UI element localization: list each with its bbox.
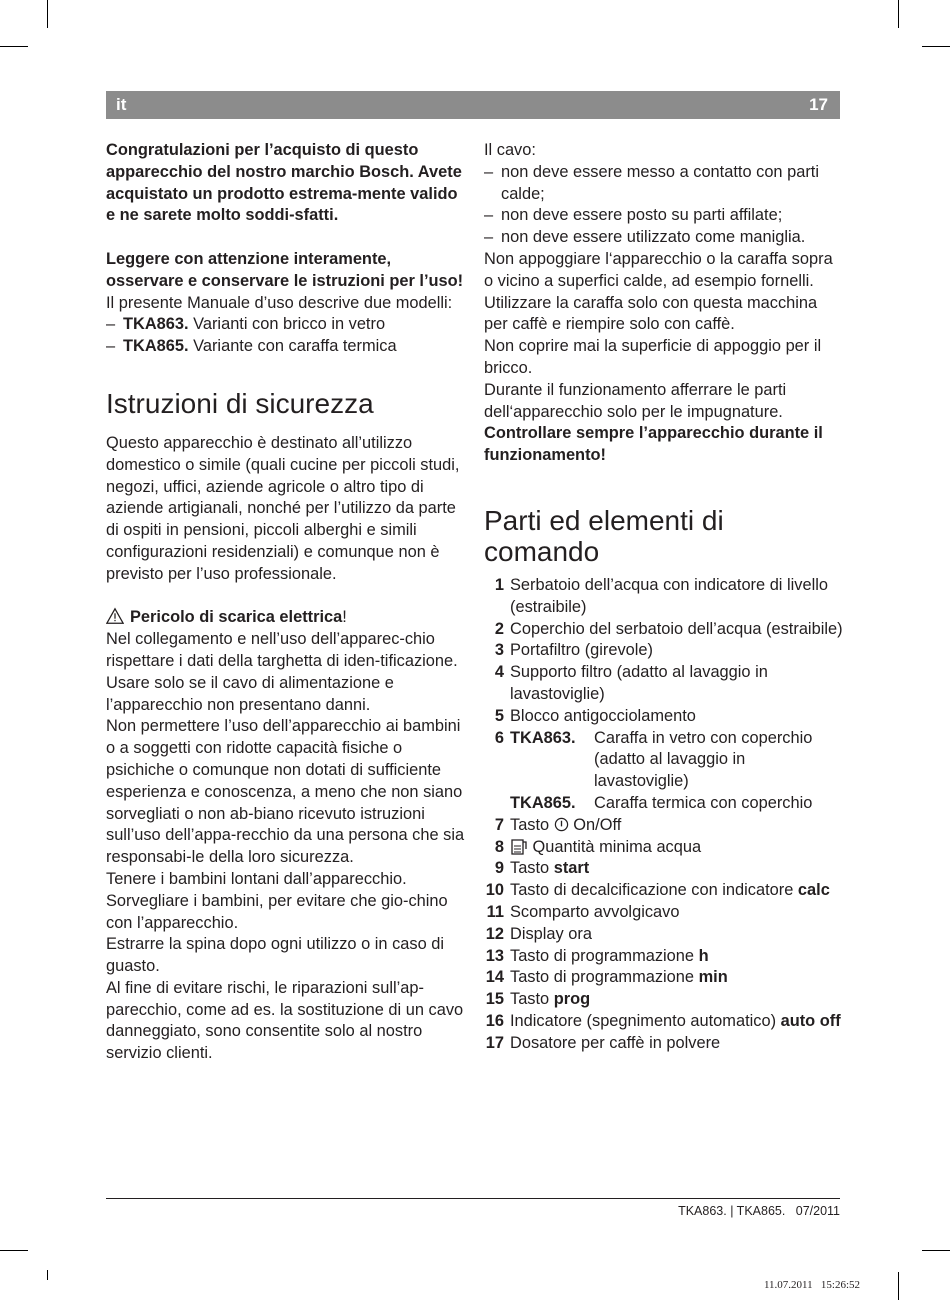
list-item: 17 Dosatore per caffè in polvere — [485, 1033, 721, 1052]
cable-item: – non deve essere messo a contatto con parti calde; — [484, 162, 819, 203]
list-item: 5 Blocco antigocciolamento — [494, 706, 696, 725]
control-warning: Controllare sempre l’apparecchio durante il funzionamento! — [484, 424, 823, 465]
footer-divider — [106, 1198, 840, 1199]
danger-paragraph: Estrarre la spina dopo ogni utilizzo o in caso di guasto. — [106, 935, 445, 976]
safety-paragraph: Non appoggiare l‘apparecchio o la caraffa sopra o vicino a superfici calde, ad esempio fornelli. Utilizzare la caraffa solo con questa macchina per caffè e riempire solo con caffè. — [484, 249, 833, 334]
list-item: 12 Display ora — [485, 924, 592, 943]
section-heading-safety: Istruzioni di sicurezza — [106, 387, 374, 419]
list-item: 4 Supporto filtro (adatto al lavaggio in lavastoviglie) — [494, 663, 768, 703]
left-column — [106, 140, 466, 1065]
page-number: 17 — [809, 95, 828, 114]
section-heading-parts: Parti ed elementi di comando — [484, 504, 724, 567]
danger-paragraph: Nel collegamento e nell’uso dell’apparec-chio rispettare i dati della targhetta di iden-tificazione. — [106, 630, 458, 670]
right-column — [484, 140, 844, 1054]
language-code: it — [116, 95, 127, 114]
parts-list — [484, 575, 844, 1055]
danger-paragraph: Tenere i bambini lontani dall’apparecchio. Sorvegliare i bambini, per evitare che gio-chino con l’apparecchio. — [106, 869, 448, 932]
list-item: 15 Tasto prog — [485, 990, 591, 1009]
crop-mark — [922, 1250, 950, 1251]
power-icon — [554, 817, 569, 832]
cable-intro: Il cavo: — [484, 141, 536, 159]
list-item: 2 Coperchio del serbatoio dell’acqua (estraibile) — [494, 619, 843, 638]
crop-mark — [47, 1270, 48, 1280]
footer-model-date: TKA863. | TKA865. 07/2011 — [678, 1204, 840, 1218]
list-item: 3 Portafiltro (girevole) — [494, 641, 654, 660]
list-item: 16 Indicatore (spegnimento automatico) auto off — [485, 1011, 841, 1030]
danger-paragraph: Al fine di evitare rischi, le riparazioni sull’ap-parecchio, come ad es. la sostituzione di un cavo danneggiato, sono consentite solo al nostro servizio clienti. — [106, 978, 464, 1063]
water-quantity-icon — [510, 837, 528, 855]
list-item: 9 Tasto start — [494, 859, 590, 878]
danger-paragraph: Usare solo se il cavo di alimentazione e l’apparecchio non presentano danni. — [106, 673, 394, 714]
safety-paragraph: Questo apparecchio è destinato all’utilizzo domestico o simile (quali cucine per piccoli studi, negozi, uffici, aziende agricole o altro tipo di aziende artigianali, nonché per l’utilizzo da parte di ospiti in pensioni, piccoli alberghi e simili configurazioni residenziali) e comunque non è previsto per l’uso professionale. — [106, 433, 460, 583]
crop-mark — [0, 1250, 28, 1251]
print-timestamp: 11.07.2011 15:26:52 — [763, 1279, 860, 1291]
list-item: 1 Serbatoio dell’acqua con indicatore di livello (estraibile) — [494, 575, 828, 616]
safety-paragraph: Non coprire mai la superficie di appoggio per il bricco. — [484, 337, 822, 377]
page-header-bar — [106, 91, 840, 119]
danger-paragraph: Non permettere l’uso dell’apparecchio ai bambini o a soggetti con ridotte capacità fisiche o psichiche o comunque non dotati di sufficiente esperienza e conoscenza, a meno che non siano sorvegliati o non ab-biano ricevuto istruzioni sull’uso dell’appa-recchio da una persona che sia responsabi-le della loro sicurezza. — [106, 717, 465, 867]
model-item: – TKA863. Varianti con bricco in vetro — [106, 315, 386, 334]
manual-description: Il presente Manuale d’uso descrive due modelli: — [106, 293, 453, 312]
list-item: 14 Tasto di programmazione min — [485, 968, 728, 987]
danger-warning-title: Pericolo di scarica elettrica! — [106, 607, 466, 629]
intro-paragraph: Congratulazioni per l’acquisto di questo apparecchio del nostro marchio Bosch. Avete acquistato un prodotto estrema-mente valido e ne sarete molto soddi-sfatti. — [106, 141, 462, 225]
model-item: – TKA865. Variante con caraffa termica — [106, 337, 397, 356]
list-item: 7 Tasto On/Off — [494, 815, 622, 834]
read-instructions: Leggere con attenzione interamente, osservare e conservare le istruzioni per l’uso! — [106, 249, 464, 290]
crop-mark — [922, 46, 950, 47]
list-item: 13 Tasto di programmazione h — [485, 946, 709, 965]
list-item: 11 Scomparto avvolgicavo — [486, 902, 680, 921]
list-item: 10 Tasto di decalcificazione con indicatore calc — [485, 881, 830, 900]
cable-item: – non deve essere posto su parti affilate; — [484, 206, 783, 225]
crop-mark — [898, 1272, 899, 1300]
list-item: 8 Quantità minima acqua — [494, 837, 702, 856]
crop-mark — [0, 46, 28, 47]
safety-paragraph: Durante il funzionamento afferrare le parti dell‘apparecchio solo per le impugnature. — [484, 380, 787, 421]
crop-mark — [47, 0, 48, 28]
crop-mark — [898, 0, 899, 28]
cable-item: – non deve essere utilizzato come maniglia. — [484, 228, 806, 247]
list-item: 6 TKA863. Caraffa in vetro con coperchio (adatto al lavaggio in lavastoviglie) TKA865. Caraffa termica con coperchio — [494, 728, 813, 812]
warning-triangle-icon — [106, 607, 124, 625]
